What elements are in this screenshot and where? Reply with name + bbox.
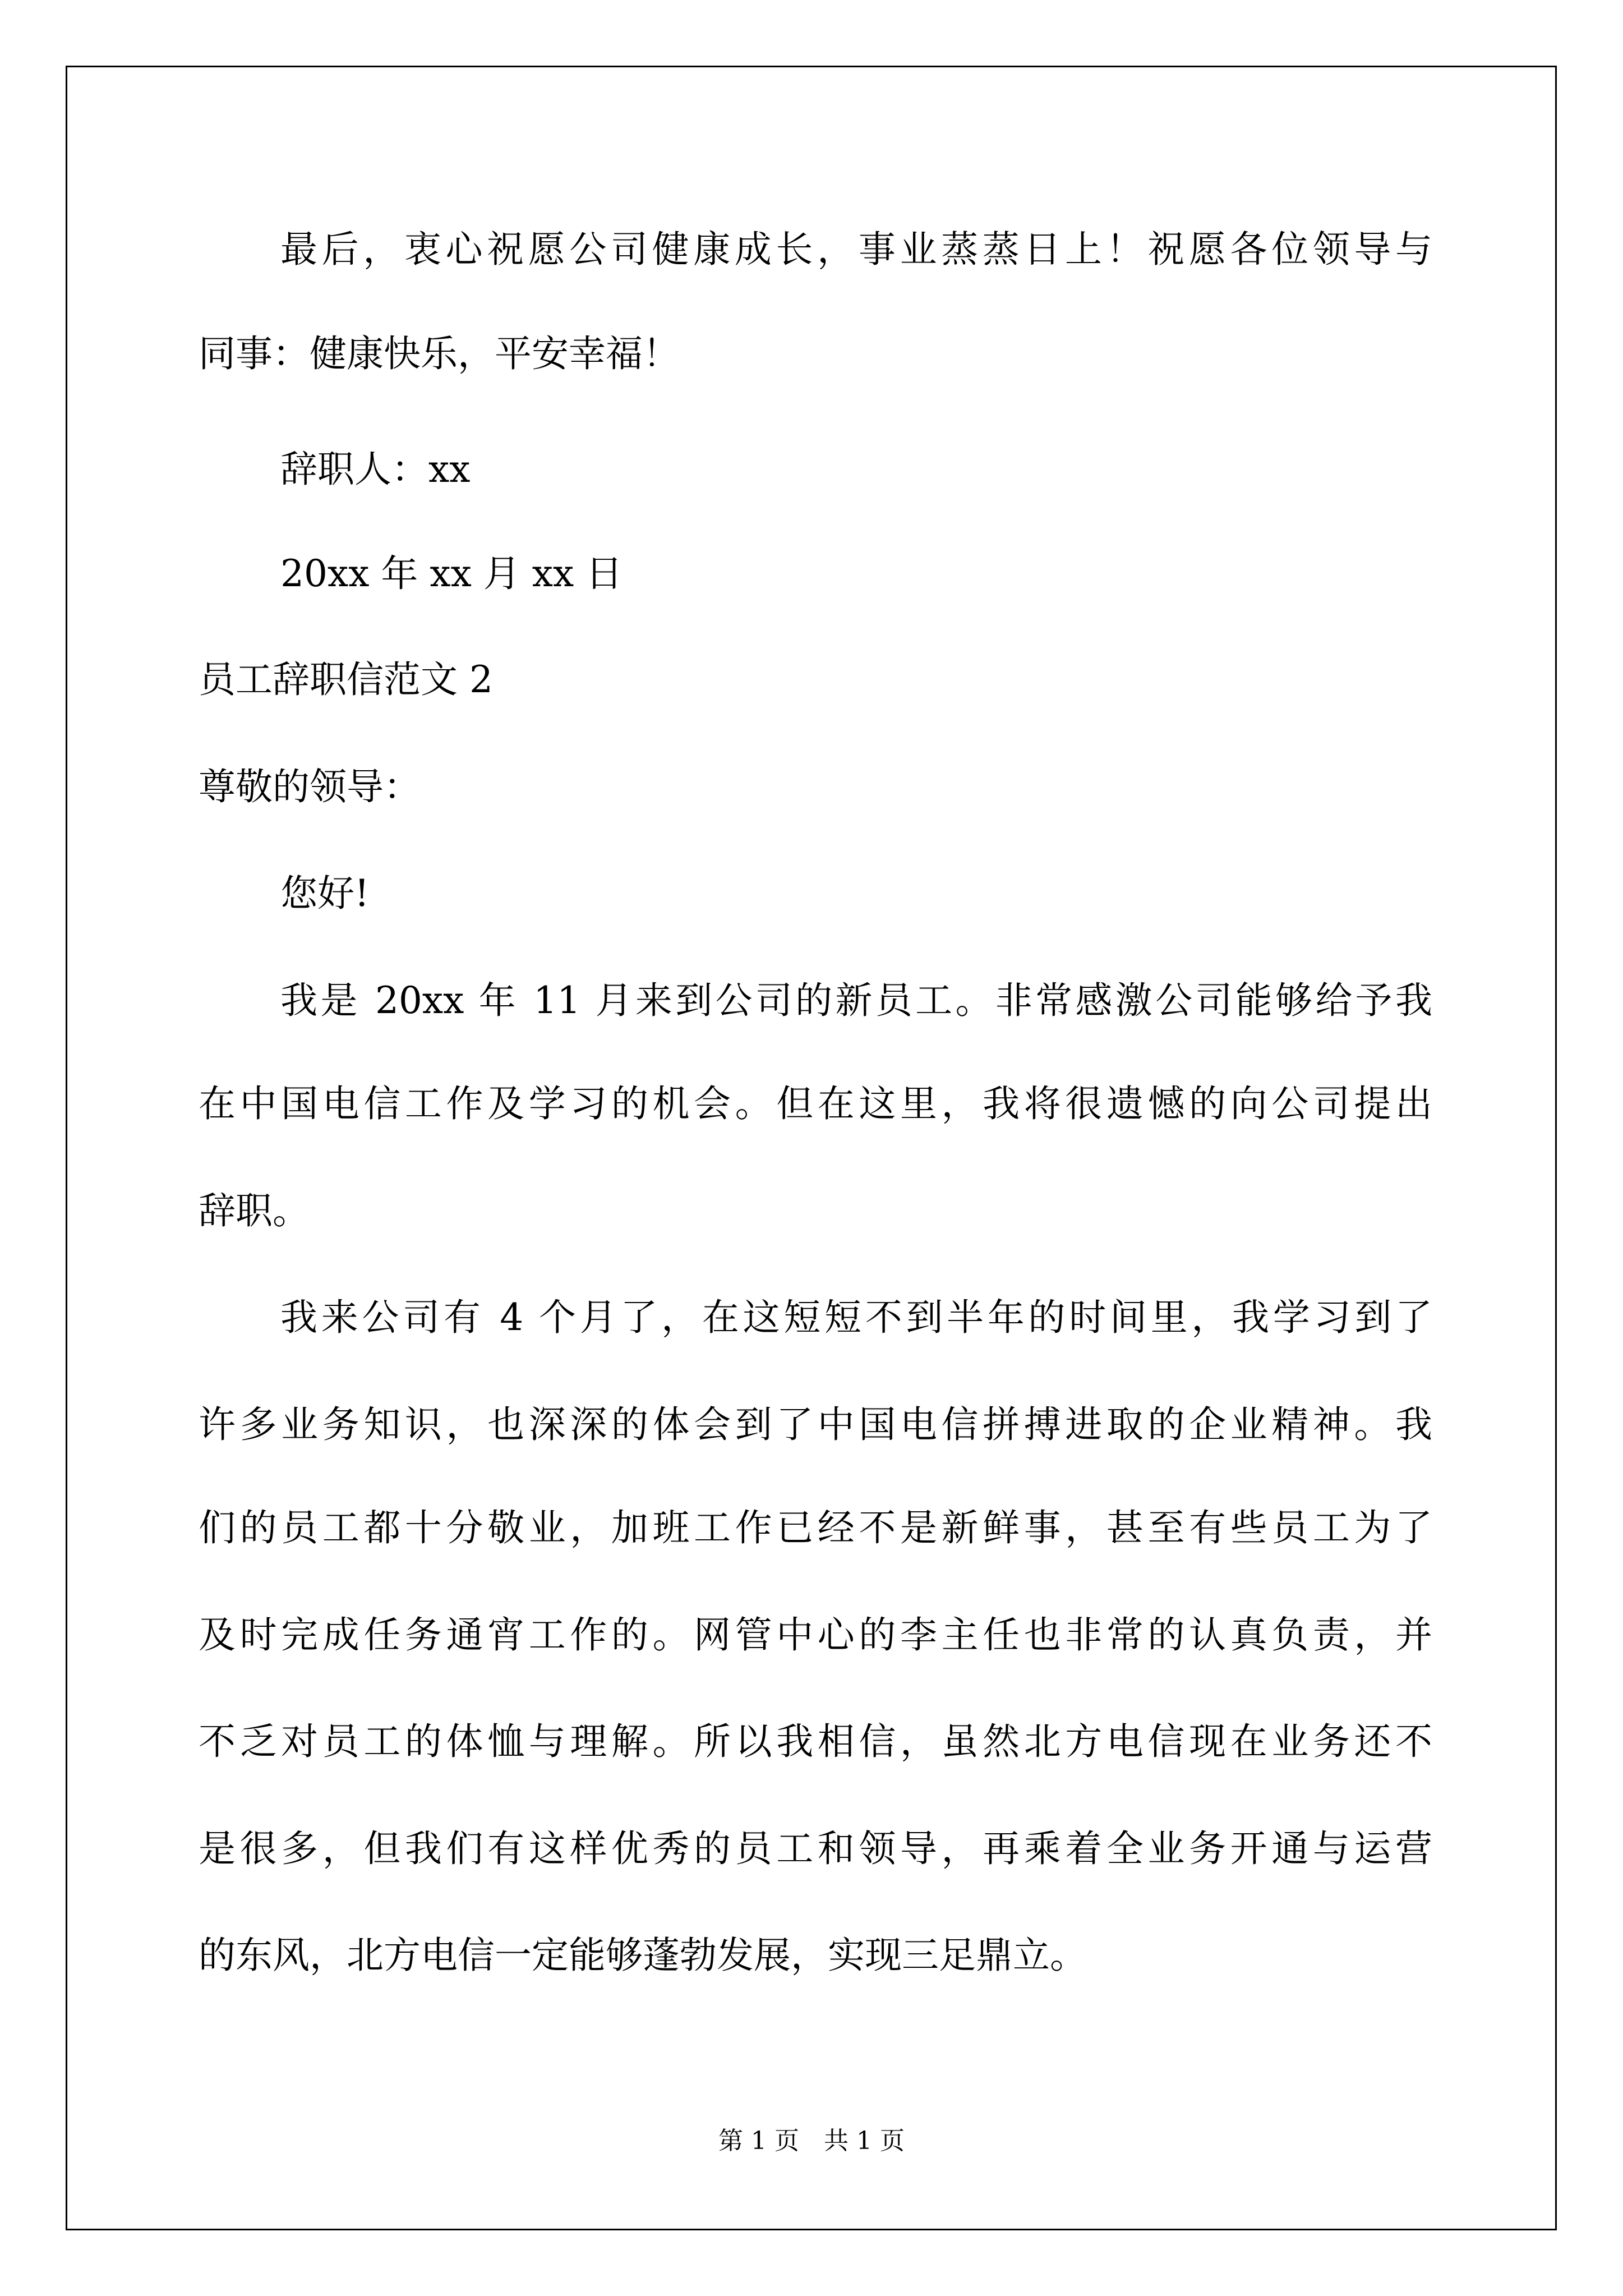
signature-line: 辞职人：xx bbox=[280, 448, 471, 491]
paragraph-line: 同事：健康快乐，平安幸福！ bbox=[199, 332, 680, 375]
paragraph-line: 的东风，北方电信一定能够蓬勃发展，实现三足鼎立。 bbox=[199, 1934, 1087, 1977]
paragraph-line: 许多业务知识，也深深的体会到了中国电信拼搏进取的企业精神。我 bbox=[199, 1403, 1432, 1446]
salutation: 尊敬的领导： bbox=[199, 765, 421, 808]
paragraph-line: 最后，衷心祝愿公司健康成长，事业蒸蒸日上！祝愿各位领导与 bbox=[280, 228, 1432, 271]
paragraph-line: 是很多，但我们有这样优秀的员工和领导，再乘着全业务开通与运营 bbox=[199, 1827, 1432, 1870]
page-border bbox=[66, 66, 1557, 2230]
paragraph-line: 在中国电信工作及学习的机会。但在这里，我将很遗憾的向公司提出 bbox=[199, 1082, 1432, 1125]
paragraph-line: 我是 20xx 年 11 月来到公司的新员工。非常感激公司能够给予我 bbox=[280, 979, 1432, 1022]
section-title: 员工辞职信范文 2 bbox=[199, 658, 493, 701]
paragraph-line: 辞职。 bbox=[199, 1189, 310, 1232]
page-number-footer: 第 1 页 共 1 页 bbox=[718, 2127, 905, 2155]
greeting: 您好! bbox=[280, 872, 370, 915]
paragraph-line: 们的员工都十分敬业，加班工作已经不是新鲜事，甚至有些员工为了 bbox=[199, 1506, 1432, 1549]
paragraph-line: 及时完成任务通宵工作的。网管中心的李主任也非常的认真负责，并 bbox=[199, 1613, 1432, 1657]
paragraph-line: 不乏对员工的体恤与理解。所以我相信，虽然北方电信现在业务还不 bbox=[199, 1720, 1432, 1763]
paragraph-line: 我来公司有 4 个月了，在这短短不到半年的时间里，我学习到了 bbox=[280, 1296, 1432, 1339]
date-line: 20xx 年 xx 月 xx 日 bbox=[280, 552, 623, 595]
